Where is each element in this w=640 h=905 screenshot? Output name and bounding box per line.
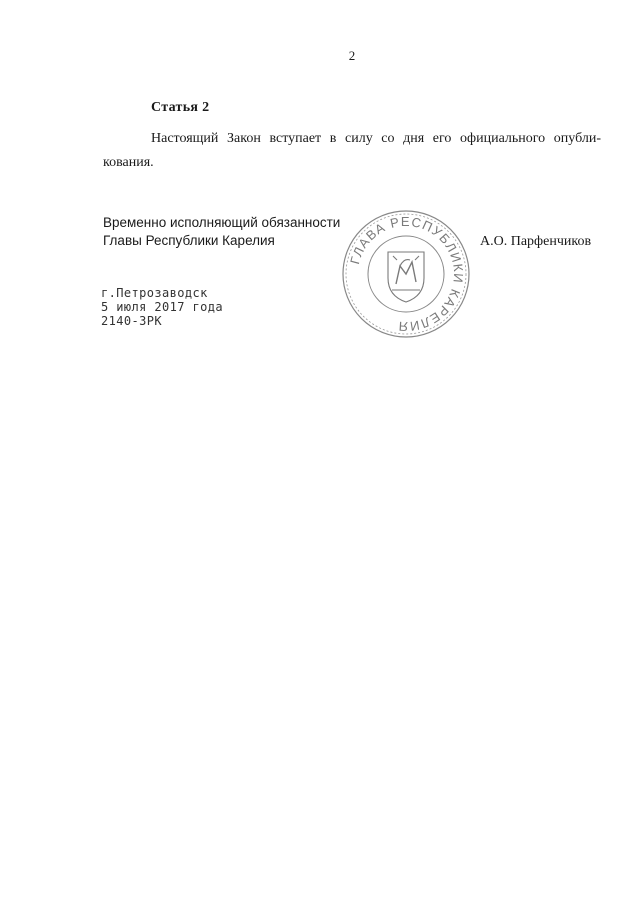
registration-stamp bbox=[101, 286, 223, 328]
coat-of-arms-icon bbox=[388, 252, 424, 302]
registration-city: г.Петрозаводск bbox=[101, 286, 208, 300]
article-text-line-2: кования. bbox=[103, 155, 154, 170]
page-number: 2 bbox=[348, 48, 356, 63]
article-body bbox=[103, 127, 601, 175]
article-text-line-1: Настоящий Закон вступает в силу со дня его официального опубли- bbox=[151, 131, 601, 146]
signatory-title-line-1: Временно исполняющий обязанности bbox=[103, 215, 341, 230]
signatory-title-line-2: Главы Республики Карелия bbox=[103, 233, 275, 248]
article-heading: Статья 2 bbox=[151, 100, 210, 115]
official-seal bbox=[340, 208, 472, 340]
seal-text: ГЛАВА РЕСПУБЛИКИ КАРЕЛИЯ bbox=[347, 213, 467, 335]
registration-date: 5 июля 2017 года bbox=[101, 300, 223, 314]
registration-number: 2140-ЗРК bbox=[101, 314, 162, 328]
signatory-name: А.О. Парфенчиков bbox=[480, 234, 592, 249]
signatory-title bbox=[103, 214, 340, 250]
